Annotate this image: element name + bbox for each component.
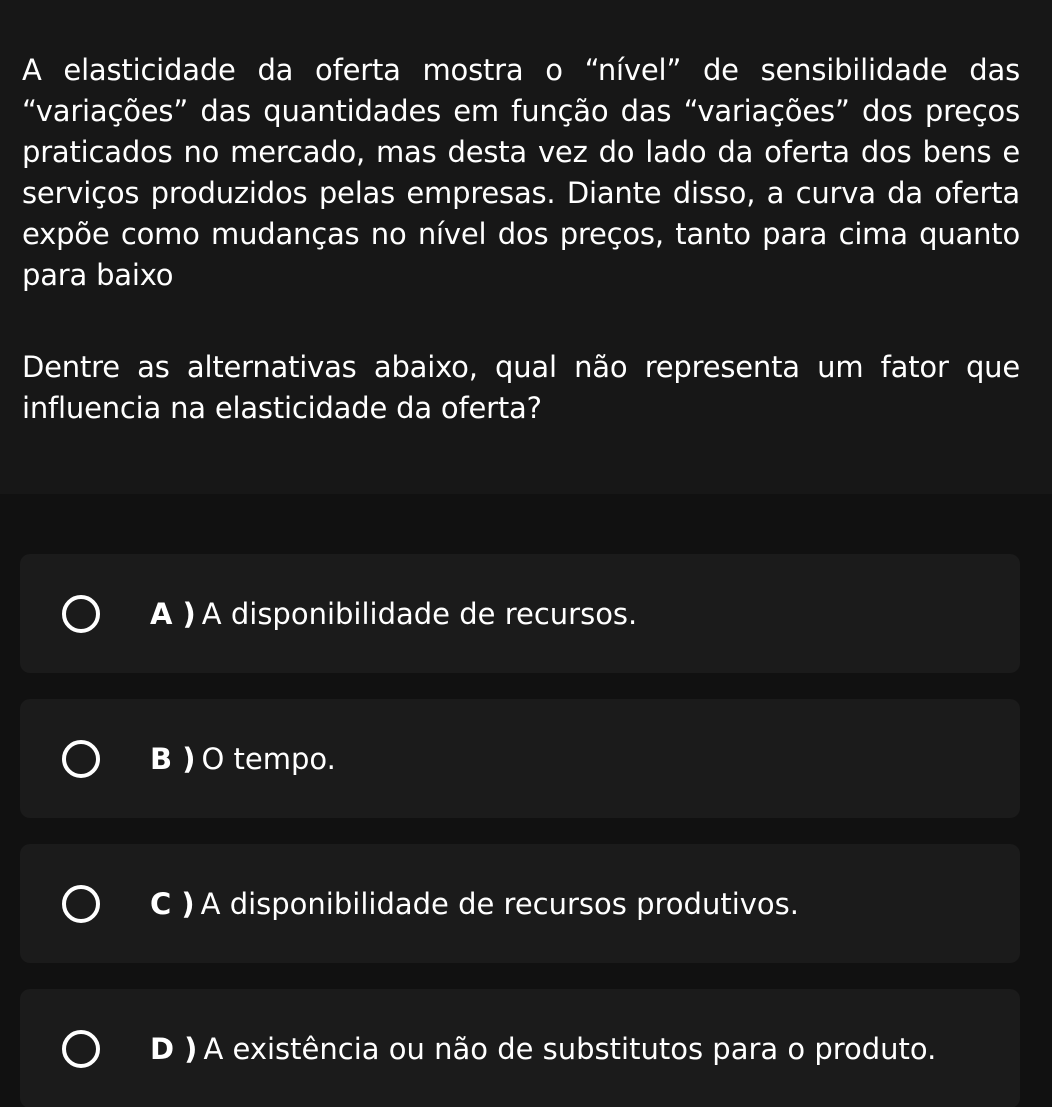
question-prompt: Dentre as alternativas abaixo, qual não representa um fator que influencia na elasticidade da oferta? [22,350,1020,425]
radio-circle-icon[interactable] [62,885,100,923]
question-panel [0,0,1052,494]
option-a[interactable] [20,554,1020,673]
option-b[interactable] [20,699,1020,818]
option-letter: B ) [150,741,196,776]
answer-options [20,554,1020,1107]
option-letter: C ) [150,886,195,921]
option-text: A disponibilidade de recursos produtivos. [200,886,799,921]
option-c[interactable] [20,844,1020,963]
option-letter: A ) [150,596,196,631]
option-text: A existência ou não de substitutos para o produto. [203,1031,937,1066]
radio-circle-icon[interactable] [62,740,100,778]
radio-circle-icon[interactable] [62,595,100,633]
option-letter: D ) [150,1031,198,1066]
question-statement: A elasticidade da oferta mostra o “nível” de sensibilidade das “variações” das quantidades em função das “variações” dos preços praticados no mercado, mas desta vez do lado da oferta dos bens e serviços produzidos pelas empresas. Diante disso, a curva da oferta expõe como mudanças no nível dos preços, tanto para cima quanto para baixo [22,53,1020,292]
radio-circle-icon[interactable] [62,1030,100,1068]
option-text: A disponibilidade de recursos. [201,596,638,631]
option-d[interactable] [20,989,1020,1107]
option-text: O tempo. [201,741,336,776]
